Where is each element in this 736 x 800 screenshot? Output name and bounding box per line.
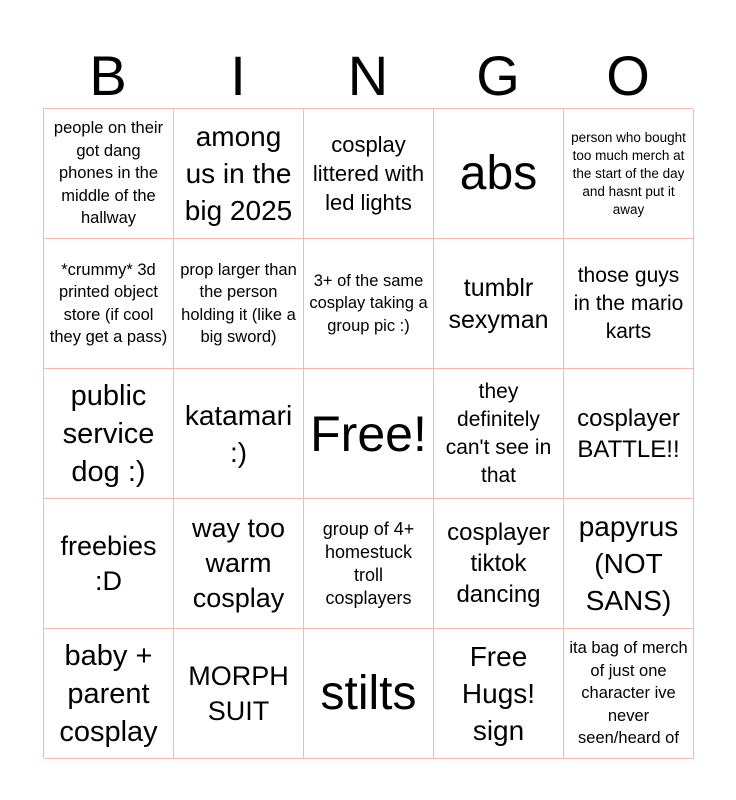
bingo-cell-r3c5[interactable]: cosplayer BATTLE!! [564,369,694,499]
bingo-board [43,108,693,758]
bingo-cell-r4c3[interactable]: group of 4+ homestuck troll cosplayers [304,499,434,629]
bingo-cell-r1c1[interactable]: people on their got dang phones in the middle of the hallway [44,109,174,239]
bingo-cell-r1c5[interactable]: person who bought too much merch at the start of the day and hasnt put it away [564,109,694,239]
header-letter-i: I [230,44,246,107]
bingo-cell-r3c3-free[interactable]: Free! [304,369,434,499]
bingo-cell-r1c4[interactable]: abs [434,109,564,239]
bingo-cell-r1c3[interactable]: cosplay littered with led lights [304,109,434,239]
bingo-cell-r3c1[interactable]: public service dog :) [44,369,174,499]
bingo-cell-r2c1[interactable]: *crummy* 3d printed object store (if cool they get a pass) [44,239,174,369]
header-letter-n: N [347,44,389,107]
bingo-cell-r1c2[interactable]: among us in the big 2025 [174,109,304,239]
bingo-cell-r5c3[interactable]: stilts [304,629,434,759]
bingo-cell-r5c1[interactable]: baby + parent cosplay [44,629,174,759]
bingo-cell-r2c5[interactable]: those guys in the mario karts [564,239,694,369]
bingo-cell-r2c4[interactable]: tumblr sexyman [434,239,564,369]
bingo-cell-r3c2[interactable]: katamari :) [174,369,304,499]
bingo-cell-r4c2[interactable]: way too warm cosplay [174,499,304,629]
bingo-cell-r2c3[interactable]: 3+ of the same cosplay taking a group pic :) [304,239,434,369]
bingo-cell-r3c4[interactable]: they definitely can't see in that [434,369,564,499]
bingo-cell-r4c4[interactable]: cosplayer tiktok dancing [434,499,564,629]
bingo-cell-r5c2[interactable]: MORPH SUIT [174,629,304,759]
header-letter-b: B [89,44,127,107]
bingo-header [43,44,693,108]
bingo-cell-r4c5[interactable]: papyrus (NOT SANS) [564,499,694,629]
bingo-cell-r5c5[interactable]: ita bag of merch of just one character ive never seen/heard of [564,629,694,759]
bingo-cell-r4c1[interactable]: freebies :D [44,499,174,629]
header-letter-g: G [476,44,520,107]
bingo-cell-r2c2[interactable]: prop larger than the person holding it (like a big sword) [174,239,304,369]
header-letter-o: O [606,44,650,107]
bingo-cell-r5c4[interactable]: Free Hugs! sign [434,629,564,759]
